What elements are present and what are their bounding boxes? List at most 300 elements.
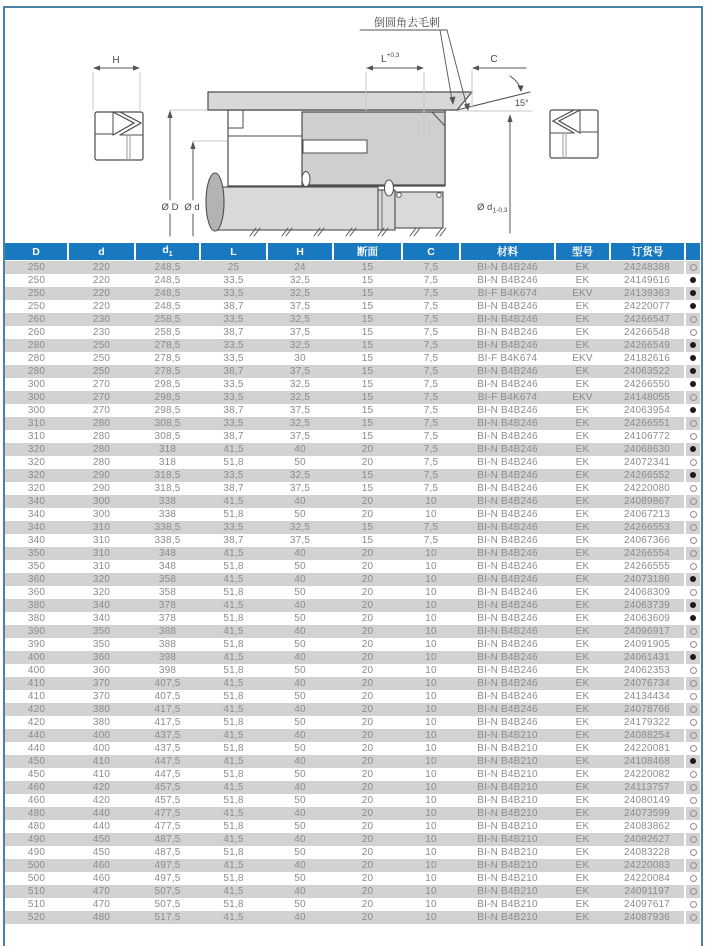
col-model: EK	[555, 274, 610, 287]
col-d1: 378	[135, 612, 200, 625]
col-L: 25	[200, 261, 267, 275]
col-material: BI-N B4B210	[460, 911, 555, 924]
col-section: 20	[333, 898, 402, 911]
col-d1: 497,5	[135, 859, 200, 872]
col-d1: 318	[135, 456, 200, 469]
col-D: 390	[5, 625, 68, 638]
availability-dot	[690, 472, 696, 478]
col-model: EK	[555, 898, 610, 911]
col-availability	[685, 651, 700, 664]
header-col-d1: $d_1$	[135, 243, 200, 261]
table-row	[5, 326, 700, 339]
col-d1: 318,5	[135, 482, 200, 495]
col-D: 340	[5, 495, 68, 508]
col-material: BI-N B4B246	[460, 469, 555, 482]
col-availability	[685, 495, 700, 508]
availability-dot	[690, 849, 697, 856]
col-model: EK	[555, 781, 610, 794]
col-L: 41,5	[200, 859, 267, 872]
col-order: 24089867	[610, 495, 685, 508]
table-row	[5, 391, 700, 404]
col-availability	[685, 820, 700, 833]
col-material: BI-N B4B246	[460, 625, 555, 638]
col-d1: 507,5	[135, 885, 200, 898]
col-D: 400	[5, 664, 68, 677]
col-H: 50	[267, 664, 333, 677]
col-d: 290	[68, 482, 135, 495]
table-row	[5, 729, 700, 742]
col-material: BI-N B4B210	[460, 833, 555, 846]
col-d: 420	[68, 794, 135, 807]
col-model: EK	[555, 625, 610, 638]
col-d: 340	[68, 612, 135, 625]
col-L: 33,5	[200, 352, 267, 365]
availability-dot	[690, 433, 697, 440]
col-model: EK	[555, 703, 610, 716]
technical-drawing	[0, 0, 708, 243]
header-col-D: D	[5, 243, 68, 261]
shaft-end-face	[206, 173, 224, 231]
col-order: 24134434	[610, 690, 685, 703]
col-H: 40	[267, 547, 333, 560]
col-material: BI-N B4B210	[460, 859, 555, 872]
col-d: 470	[68, 885, 135, 898]
table-row	[5, 599, 700, 612]
shaft-cylinder	[215, 187, 378, 230]
col-C: 10	[402, 547, 460, 560]
col-section: 15	[333, 365, 402, 378]
table-row	[5, 872, 700, 885]
col-material: BI-F B4K674	[460, 352, 555, 365]
col-L: 38,7	[200, 430, 267, 443]
col-D: 280	[5, 352, 68, 365]
col-model: EK	[555, 508, 610, 521]
col-d1: 338,5	[135, 534, 200, 547]
table-row	[5, 807, 700, 820]
col-model: EK	[555, 378, 610, 391]
angle-15-label: 15°	[515, 98, 529, 108]
col-availability	[685, 755, 700, 768]
col-d: 360	[68, 651, 135, 664]
col-H: 50	[267, 716, 333, 729]
availability-dot	[690, 693, 697, 700]
availability-dot	[690, 303, 696, 309]
availability-dot	[690, 381, 696, 387]
col-L: 33,5	[200, 378, 267, 391]
availability-dot	[690, 654, 696, 660]
col-H: 32,5	[267, 391, 333, 404]
col-availability	[685, 664, 700, 677]
table-header-row	[5, 243, 700, 261]
col-d1: 338	[135, 495, 200, 508]
col-material: BI-N B4B210	[460, 794, 555, 807]
col-availability	[685, 833, 700, 846]
col-model: EK	[555, 690, 610, 703]
col-order: 24078766	[610, 703, 685, 716]
table-row	[5, 820, 700, 833]
col-section: 15	[333, 274, 402, 287]
col-model: EK	[555, 820, 610, 833]
col-D: 510	[5, 885, 68, 898]
header-col-H: H	[267, 243, 333, 261]
availability-dot	[690, 862, 697, 869]
col-order: 24063954	[610, 404, 685, 417]
header-col-model: 型号	[555, 243, 610, 261]
col-order: 24266549	[610, 339, 685, 352]
seal-cross-section-drawing	[0, 0, 708, 243]
table-row	[5, 742, 700, 755]
col-section: 20	[333, 664, 402, 677]
svg-text:L+0,3	[381, 52, 400, 65]
col-material: BI-N B4B246	[460, 573, 555, 586]
header-col-availability	[685, 243, 700, 261]
col-D: 300	[5, 404, 68, 417]
col-H: 50	[267, 508, 333, 521]
col-L: 41,5	[200, 911, 267, 924]
col-C: 7,5	[402, 404, 460, 417]
col-model: EK	[555, 599, 610, 612]
col-C: 10	[402, 495, 460, 508]
availability-dot	[690, 264, 697, 271]
col-availability	[685, 443, 700, 456]
col-C: 7,5	[402, 352, 460, 365]
col-d1: 318,5	[135, 469, 200, 482]
col-section: 20	[333, 703, 402, 716]
table-row	[5, 495, 700, 508]
col-availability	[685, 716, 700, 729]
col-H: 37,5	[267, 404, 333, 417]
col-H: 40	[267, 573, 333, 586]
col-D: 320	[5, 482, 68, 495]
col-d1: 477,5	[135, 807, 200, 820]
col-D: 300	[5, 391, 68, 404]
col-section: 20	[333, 911, 402, 924]
header-col-d: d	[68, 243, 135, 261]
col-d1: 388	[135, 625, 200, 638]
col-section: 15	[333, 326, 402, 339]
availability-dot	[690, 420, 697, 427]
col-d: 440	[68, 807, 135, 820]
col-C: 7,5	[402, 313, 460, 326]
table-row	[5, 638, 700, 651]
col-material: BI-N B4B246	[460, 651, 555, 664]
shaft-sleeve	[395, 192, 443, 228]
col-section: 20	[333, 651, 402, 664]
col-d: 220	[68, 274, 135, 287]
col-d: 470	[68, 898, 135, 911]
col-D: 260	[5, 326, 68, 339]
col-d1: 457,5	[135, 794, 200, 807]
col-C: 7,5	[402, 469, 460, 482]
col-material: BI-N B4B246	[460, 677, 555, 690]
col-d: 270	[68, 404, 135, 417]
col-section: 15	[333, 339, 402, 352]
col-model: EKV	[555, 287, 610, 300]
col-model: EK	[555, 794, 610, 807]
col-d1: 378	[135, 599, 200, 612]
col-section: 20	[333, 508, 402, 521]
col-L: 51,8	[200, 846, 267, 859]
col-section: 20	[333, 729, 402, 742]
col-material: BI-N B4B246	[460, 703, 555, 716]
col-H: 50	[267, 794, 333, 807]
col-availability	[685, 911, 700, 924]
table-body	[5, 261, 700, 925]
col-section: 15	[333, 261, 402, 275]
col-L: 41,5	[200, 651, 267, 664]
col-C: 10	[402, 833, 460, 846]
col-C: 10	[402, 664, 460, 677]
col-H: 50	[267, 742, 333, 755]
col-d: 250	[68, 339, 135, 352]
col-model: EK	[555, 664, 610, 677]
col-material: BI-N B4B210	[460, 872, 555, 885]
col-d: 280	[68, 430, 135, 443]
col-model: EK	[555, 456, 610, 469]
dim-h-label: H	[112, 55, 120, 66]
col-section: 20	[333, 768, 402, 781]
col-availability	[685, 599, 700, 612]
col-section: 15	[333, 430, 402, 443]
col-H: 50	[267, 898, 333, 911]
col-section: 20	[333, 846, 402, 859]
col-d1: 298,5	[135, 404, 200, 417]
col-d1: 487,5	[135, 833, 200, 846]
col-C: 10	[402, 781, 460, 794]
col-availability	[685, 794, 700, 807]
table-row	[5, 300, 700, 313]
table-row	[5, 547, 700, 560]
availability-dot	[690, 914, 697, 921]
col-order: 24072341	[610, 456, 685, 469]
col-C: 10	[402, 742, 460, 755]
col-availability	[685, 339, 700, 352]
col-material: BI-N B4B246	[460, 261, 555, 275]
col-order: 24062353	[610, 664, 685, 677]
col-model: EK	[555, 586, 610, 599]
col-L: 41,5	[200, 495, 267, 508]
col-L: 41,5	[200, 755, 267, 768]
col-H: 50	[267, 456, 333, 469]
col-order: 24266550	[610, 378, 685, 391]
col-H: 32,5	[267, 521, 333, 534]
col-C: 7,5	[402, 534, 460, 547]
col-order: 24080149	[610, 794, 685, 807]
col-H: 40	[267, 755, 333, 768]
col-D: 340	[5, 508, 68, 521]
col-H: 50	[267, 820, 333, 833]
table-row	[5, 417, 700, 430]
col-D: 450	[5, 768, 68, 781]
seal-profile-left	[93, 55, 143, 160]
col-L: 51,8	[200, 664, 267, 677]
dim-d-label: Ø d	[184, 202, 200, 213]
table-row	[5, 521, 700, 534]
table-row	[5, 287, 700, 300]
col-D: 500	[5, 872, 68, 885]
col-material: BI-N B4B246	[460, 612, 555, 625]
col-D: 410	[5, 690, 68, 703]
col-availability	[685, 521, 700, 534]
col-material: BI-N B4B246	[460, 430, 555, 443]
col-d: 300	[68, 495, 135, 508]
col-model: EK	[555, 807, 610, 820]
col-H: 50	[267, 638, 333, 651]
col-D: 440	[5, 742, 68, 755]
availability-dot	[690, 797, 697, 804]
col-d1: 308,5	[135, 430, 200, 443]
col-d: 250	[68, 365, 135, 378]
table-row	[5, 456, 700, 469]
col-d: 480	[68, 911, 135, 924]
col-d1: 348	[135, 547, 200, 560]
col-availability	[685, 781, 700, 794]
col-material: BI-N B4B210	[460, 729, 555, 742]
col-d: 270	[68, 391, 135, 404]
col-H: 32,5	[267, 378, 333, 391]
col-model: EK	[555, 560, 610, 573]
col-availability	[685, 352, 700, 365]
col-H: 40	[267, 677, 333, 690]
availability-dot	[690, 745, 697, 752]
col-d1: 507,5	[135, 898, 200, 911]
col-d: 460	[68, 872, 135, 885]
col-d1: 417,5	[135, 703, 200, 716]
col-C: 7,5	[402, 456, 460, 469]
col-d1: 388	[135, 638, 200, 651]
table-row	[5, 365, 700, 378]
col-D: 450	[5, 755, 68, 768]
col-d1: 318	[135, 443, 200, 456]
col-material: BI-N B4B210	[460, 846, 555, 859]
table-row	[5, 625, 700, 638]
col-C: 7,5	[402, 274, 460, 287]
col-material: BI-N B4B246	[460, 313, 555, 326]
col-availability	[685, 703, 700, 716]
col-section: 15	[333, 300, 402, 313]
col-order: 24063739	[610, 599, 685, 612]
col-model: EK	[555, 911, 610, 924]
col-model: EK	[555, 768, 610, 781]
table-row	[5, 274, 700, 287]
col-H: 50	[267, 560, 333, 573]
col-availability	[685, 287, 700, 300]
col-D: 280	[5, 339, 68, 352]
col-C: 7,5	[402, 521, 460, 534]
col-section: 20	[333, 781, 402, 794]
dim-L-label: L	[381, 54, 387, 65]
header-col-order: 订货号	[610, 243, 685, 261]
col-C: 7,5	[402, 391, 460, 404]
col-model: EK	[555, 677, 610, 690]
col-d: 370	[68, 677, 135, 690]
col-model: EK	[555, 313, 610, 326]
col-H: 40	[267, 729, 333, 742]
col-d1: 398	[135, 664, 200, 677]
col-D: 400	[5, 651, 68, 664]
table-row	[5, 612, 700, 625]
col-d: 290	[68, 469, 135, 482]
col-C: 10	[402, 703, 460, 716]
col-section: 15	[333, 417, 402, 430]
col-d1: 248,5	[135, 300, 200, 313]
col-d1: 398	[135, 651, 200, 664]
table-row	[5, 469, 700, 482]
header-col-material: 材料	[460, 243, 555, 261]
table-row	[5, 534, 700, 547]
col-order: 24063522	[610, 365, 685, 378]
col-D: 300	[5, 378, 68, 391]
availability-dot	[690, 589, 697, 596]
dim-C-label: C	[490, 54, 498, 65]
col-order: 24220082	[610, 768, 685, 781]
col-L: 51,8	[200, 508, 267, 521]
col-d: 380	[68, 716, 135, 729]
col-order: 24266554	[610, 547, 685, 560]
col-section: 20	[333, 742, 402, 755]
col-L: 51,8	[200, 716, 267, 729]
col-H: 32,5	[267, 469, 333, 482]
col-order: 24082627	[610, 833, 685, 846]
col-C: 10	[402, 586, 460, 599]
col-L: 41,5	[200, 807, 267, 820]
col-section: 20	[333, 833, 402, 846]
col-d1: 248,5	[135, 287, 200, 300]
col-L: 51,8	[200, 560, 267, 573]
table-row	[5, 898, 700, 911]
col-L: 51,8	[200, 872, 267, 885]
availability-dot	[690, 810, 697, 817]
col-d: 220	[68, 261, 135, 275]
col-order: 24113757	[610, 781, 685, 794]
col-D: 490	[5, 833, 68, 846]
col-L: 38,7	[200, 300, 267, 313]
table-row	[5, 859, 700, 872]
col-section: 20	[333, 560, 402, 573]
col-H: 40	[267, 651, 333, 664]
col-L: 33,5	[200, 417, 267, 430]
col-order: 24248388	[610, 261, 685, 275]
col-H: 37,5	[267, 326, 333, 339]
col-order: 24266552	[610, 469, 685, 482]
col-material: BI-N B4B246	[460, 521, 555, 534]
col-D: 390	[5, 638, 68, 651]
col-d1: 298,5	[135, 378, 200, 391]
col-availability	[685, 547, 700, 560]
table-row	[5, 664, 700, 677]
svg-text:Ø d1-0,3	[477, 202, 508, 215]
col-section: 20	[333, 573, 402, 586]
col-L: 41,5	[200, 729, 267, 742]
col-order: 24179322	[610, 716, 685, 729]
col-material: BI-N B4B246	[460, 365, 555, 378]
col-model: EK	[555, 833, 610, 846]
col-section: 20	[333, 755, 402, 768]
col-d1: 338,5	[135, 521, 200, 534]
col-material: BI-N B4B246	[460, 456, 555, 469]
availability-dot	[690, 901, 697, 908]
col-order: 24266547	[610, 313, 685, 326]
col-model: EK	[555, 417, 610, 430]
col-availability	[685, 729, 700, 742]
col-H: 37,5	[267, 300, 333, 313]
col-order: 24266553	[610, 521, 685, 534]
dim-d1-label: Ø d	[477, 202, 493, 213]
col-material: BI-F B4K674	[460, 391, 555, 404]
col-C: 7,5	[402, 339, 460, 352]
col-order: 24220084	[610, 872, 685, 885]
col-model: EK	[555, 638, 610, 651]
